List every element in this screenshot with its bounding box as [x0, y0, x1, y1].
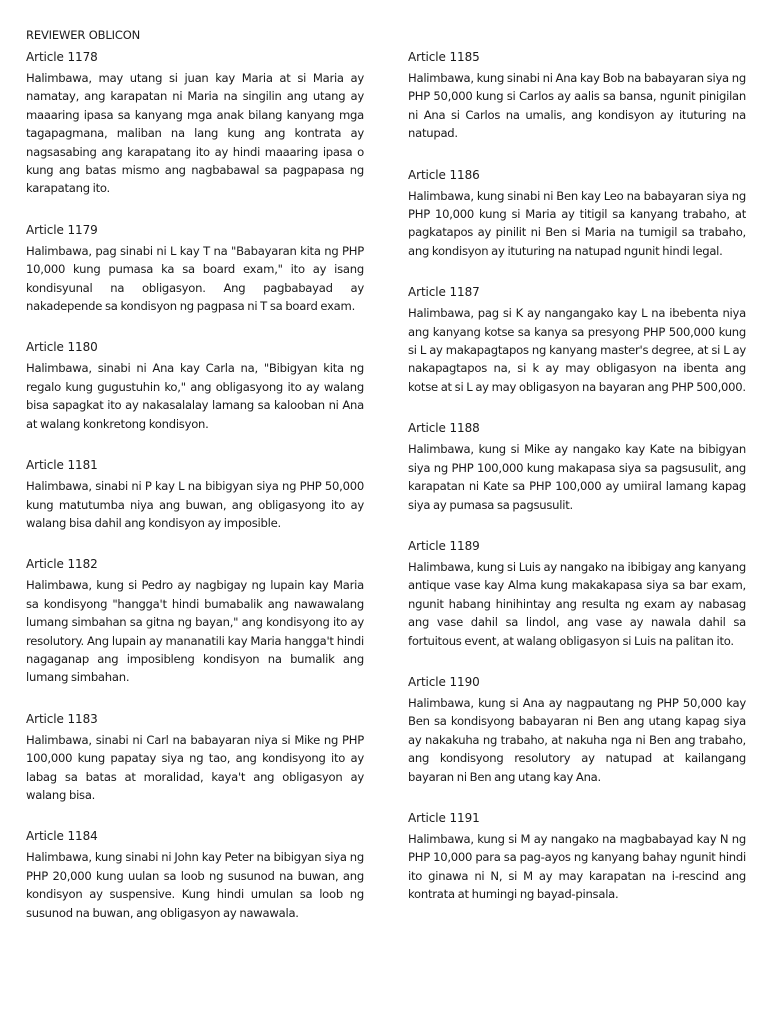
article-heading: Article 1178 [26, 50, 98, 64]
article-text: Halimbawa, sinabi ni P kay L na bibigyan siya ng PHP 50,000 kung matutumba niya ang buwan, ang obligasyong ito ay walang bisa dahil ang kondisyon ay imposible. [26, 479, 364, 530]
article-1187 [408, 284, 746, 396]
article-text: Halimbawa, kung si Pedro ay nagbigay ng lupain kay Maria sa kondisyong "hangga't hindi bumabalik ang nawawalang lumang simbahan sa gitna ng bayan," ang kondisyong ito ay resolutory. Ang lupain ay mananatili kay Maria hangga't hindi nagaganap ang imposibleng kondisyon na bumalik ang lumang simbahan. [26, 578, 364, 685]
article-text: Halimbawa, kung si Mike ay nangako kay Kate na bibigyan siya ng PHP 100,000 kung makapasa siya sa pagsusulit, ang karapatan ni Kate sa PHP 100,000 ay umiiral lamang kapag siya ay pumasa sa pagsusulit. [408, 442, 746, 512]
article-1178 [26, 49, 364, 198]
article-1179 [26, 222, 364, 316]
article-heading: Article 1181 [26, 458, 98, 473]
article-text: Halimbawa, kung sinabi ni John kay Peter na bibigyan siya ng PHP 20,000 kung uulan sa loob ng susunod na buwan, ang kondisyon ay suspensive. Kung hindi umulan sa loob ng susunod na buwan, ang obligasyon ay nawawala. [26, 850, 364, 920]
article-1180 [26, 339, 364, 433]
article-heading: Article 1184 [26, 829, 98, 844]
article-1183 [26, 711, 364, 805]
article-text: Halimbawa, sinabi ni Carl na babayaran niya si Mike ng PHP 100,000 kung papatay siya ng tao, ang kondisyong ito ay labag sa batas at moralidad, kaya't ang obligasyon ay walang bisa. [26, 732, 364, 802]
article-1184 [26, 828, 364, 922]
article-text: Halimbawa, kung si Ana ay nagpautang ng PHP 50,000 kay Ben sa kondisyong babayaran ni Ben ang utang kapag siya ay nakakuha ng trabaho, at nakuha nga ni Ben ang trabaho, ang kondisyong resolutory ay natupad at kailangang bayaran ni Ben ang utang kay Ana. [408, 695, 746, 784]
article-text: Halimbawa, kung sinabi ni Ben kay Leo na babayaran siya ng PHP 10,000 kung si Maria ay titigil sa kanyang trabaho, at pagkatapos ay pinilit ni Ben si Maria na tumigil sa trabaho, ang kondisyon ay ituturing na natupad ngunit hindi legal. [408, 188, 746, 258]
article-heading: Article 1186 [408, 167, 480, 182]
article-text: Halimbawa, pag si K ay nangangako kay L na ibebenta niya ang kanyang kotse sa kanya sa presyong PHP 500,000 kung si L ay makapagtapos ng kanyang master's degree, at si L ay nakapagtapos na, si k ay may obligasyon na ibenta ang kotse at si L ay may obligasyon na bayaran ang PHP 500,000. [408, 306, 746, 394]
right-column [408, 49, 746, 928]
article-heading: Article 1187 [408, 285, 480, 300]
article-text: Halimbawa, sinabi ni Ana kay Carla na, "Bibigyan kita ng regalo kung gugustuhin ko," ang obligasyong ito ay walang bisa sapagkat ito ay nakasalalay lamang sa kalooban ni Ana at walang konkretong kondisyon. [26, 361, 364, 431]
article-heading: Article 1188 [408, 421, 480, 436]
article-1186 [408, 167, 746, 261]
article-heading: Article 1190 [408, 674, 480, 689]
article-1182 [26, 556, 364, 686]
article-text: Halimbawa, kung si M ay nangako na magbabayad kay N ng PHP 10,000 para sa pag-ayos ng kanyang bahay ngunit hindi ito ginawa ni N, si M ay may karapatan na i-rescind ang kontrata at humingi ng bayad-pinsala. [408, 831, 746, 902]
article-text: Halimbawa, pag sinabi ni L kay T na "Babayaran kita ng PHP 10,000 kung pumasa ka sa board exam," ito ay isang kondisyunal na obligasyon. Ang pagbabayad ay nakadepende sa kondisyon ng pagpasa ni T sa board exam. [26, 243, 364, 314]
article-1181 [26, 457, 364, 532]
article-1190 [408, 674, 746, 786]
article-heading: Article 1191 [408, 810, 480, 825]
article-heading: Article 1185 [408, 50, 480, 64]
article-heading: Article 1179 [26, 222, 98, 237]
article-1188 [408, 420, 746, 514]
article-1185 [408, 49, 746, 143]
article-heading: Article 1183 [26, 711, 98, 726]
article-text: Halimbawa, may utang si juan kay Maria at si Maria ay namatay, ang karapatan ni Maria na singilin ang utang ay maaaring ipasa sa kanyang mga anak bilang kanyang mga tagapagmana, maliban na lang kung ang kontrata ay nagsasabing ang karapatang ito ay hindi maaaring ipasa o kung ang batas mismo ang nagbabawal sa pagpapasa ng karapatang ito. [26, 71, 364, 196]
article-1191 [408, 810, 746, 904]
article-1189 [408, 538, 746, 650]
left-column [26, 49, 364, 946]
article-text: Halimbawa, kung si Luis ay nangako na ibibigay ang kanyang antique vase kay Alma kung makakapasa siya sa bar exam, ngunit habang hinihintay ang resulta ng exam ay nabasag ang vase dahil sa lindol, ang vase ay nawala dahil sa fortuitous event, at walang obligasyon si Luis na palitan ito. [408, 559, 746, 648]
article-heading: Article 1180 [26, 340, 98, 355]
document-title: REVIEWER OBLICON [26, 28, 141, 42]
article-heading: Article 1189 [408, 538, 480, 553]
article-heading: Article 1182 [26, 557, 98, 572]
article-text: Halimbawa, kung sinabi ni Ana kay Bob na babayaran siya ng PHP 50,000 kung si Carlos ay aalis sa bansa, ngunit pinigilan ni Ana si Carlos na umalis, ang kondisyon ay ituturing na natupad. [408, 71, 746, 141]
